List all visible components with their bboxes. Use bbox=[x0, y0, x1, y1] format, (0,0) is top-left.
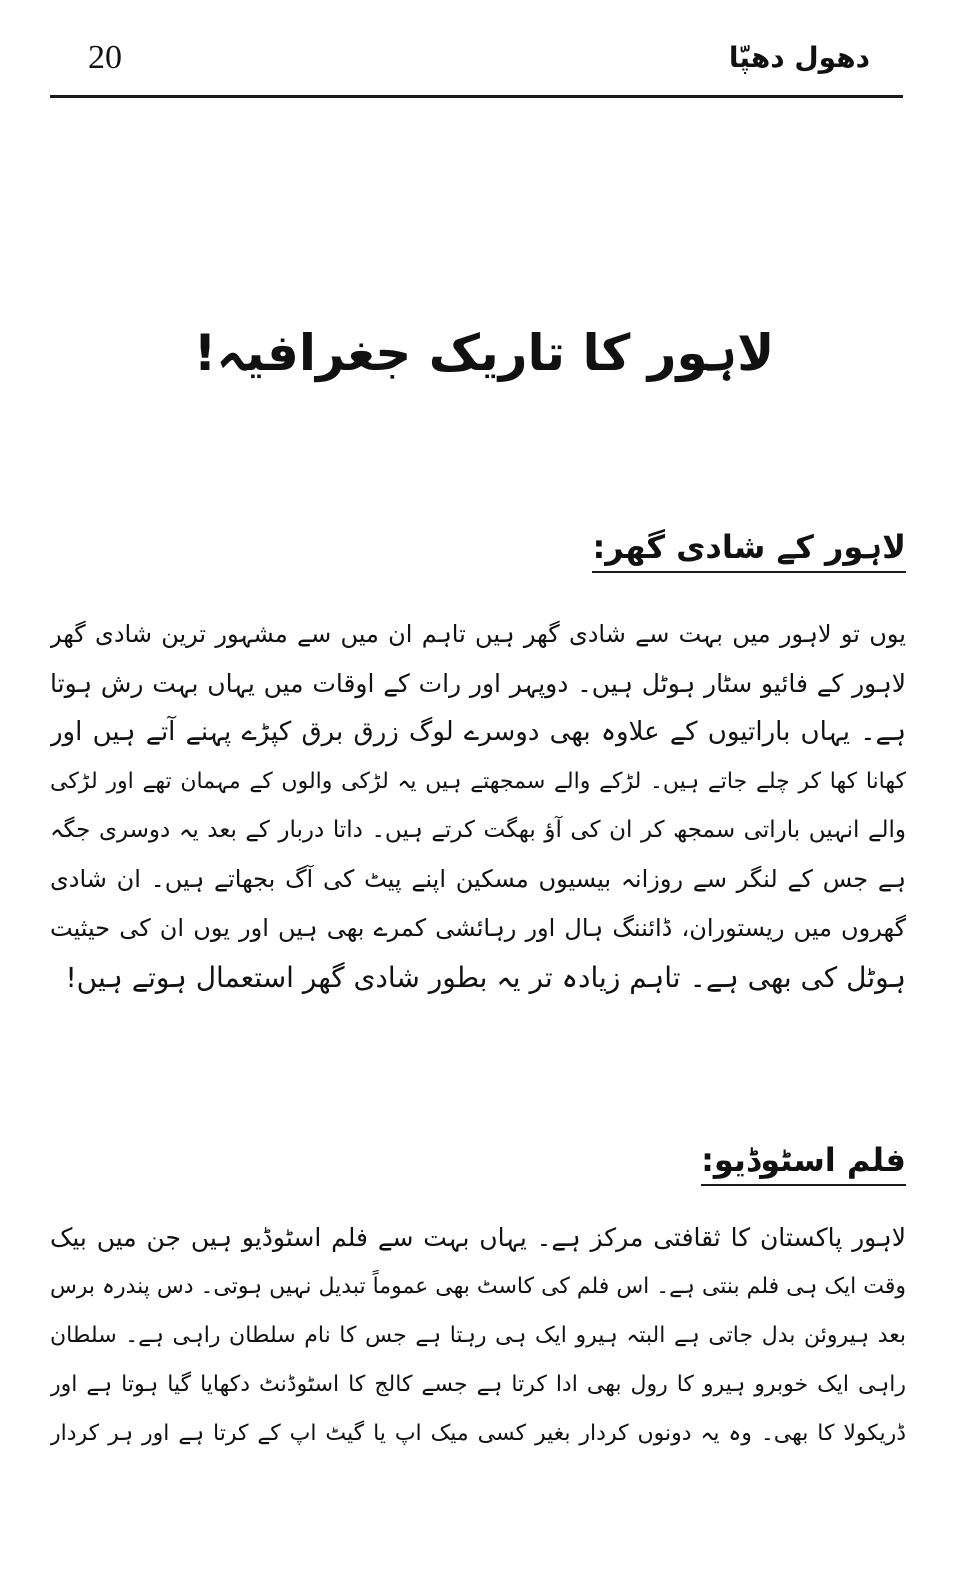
paragraph-wedding-halls bbox=[50, 610, 906, 1002]
text-line: ہوٹل کی بھی ہے۔ تاہم زیادہ تر یہ بطور شادی گھر استعمال ہوتے ہیں! bbox=[65, 961, 906, 994]
header-rule bbox=[50, 95, 903, 98]
running-title: دھول دھپّا bbox=[728, 41, 870, 74]
text-line: ہے جس کے لنگر سے روزانہ بیسیوں مسکین اپنے پیٹ کی آگ بجھاتے ہیں۔ ان شادی bbox=[50, 865, 906, 893]
text-line: والے انہیں باراتی سمجھ کر ان کی آؤ بھگت کرتے ہیں۔ داتا دربار کے بعد یہ دوسری جگہ bbox=[50, 817, 906, 843]
text-line: ڈریکولا کا بھی۔ وہ یہ دونوں کردار بغیر کسی میک اپ یا گیٹ اپ کے کرتا ہے اور ہر کردار bbox=[50, 1421, 906, 1446]
section-heading-film-studio: فلم اسٹوڈیو: bbox=[701, 1138, 906, 1186]
text-line: یوں تو لاہور میں بہت سے شادی گھر ہیں تاہم ان میں سے مشہور ترین شادی گھر bbox=[50, 620, 906, 648]
text-line: کھانا کھا کر چلے جاتے ہیں۔ لڑکے والے سمجھتے ہیں یہ لڑکی والوں کے مہمان تھے اور لڑکی bbox=[50, 769, 906, 794]
text-line: وقت ایک ہی فلم بنتی ہے۔ اس فلم کی کاسٹ بھی عموماً تبدیل نہیں ہوتی۔ دس پندرہ برس bbox=[50, 1274, 906, 1299]
chapter-title: لاہور کا تاریک جغرافیہ! bbox=[193, 324, 775, 382]
text-line: لاہور کے فائیو سٹار ہوٹل ہیں۔ دوپہر اور رات کے اوقات میں یہاں بہت رش ہوتا bbox=[50, 669, 906, 698]
text-line: لاہور پاکستان کا ثقافتی مرکز ہے۔ یہاں بہت سے فلم اسٹوڈیو ہیں جن میں بیک bbox=[50, 1223, 906, 1252]
text-line: ہے۔ یہاں باراتیوں کے علاوہ بھی دوسرے لوگ زرق برق کپڑے پہنے آتے ہیں اور bbox=[50, 717, 906, 747]
section-heading-wedding-halls: لاہور کے شادی گھر: bbox=[592, 525, 906, 573]
text-line: بعد ہیروئن بدل جاتی ہے البتہ ہیرو ایک ہی رہتا ہے جس کا نام سلطان راہی ہے۔ سلطان bbox=[50, 1323, 906, 1348]
text-line: راہی ایک خوبرو ہیرو کا رول بھی ادا کرتا ہے جسے کالج کا اسٹوڈنٹ دکھایا گیا ہوتا ہے اور bbox=[50, 1372, 906, 1397]
page-header bbox=[0, 0, 968, 100]
paragraph-film-studio bbox=[50, 1213, 906, 1458]
text-line: گھروں میں ریستوران، ڈائننگ ہال اور رہائشی کمرے بھی ہیں اور یوں ان کی حیثیت bbox=[50, 914, 906, 942]
page-number: 20 bbox=[88, 39, 122, 76]
